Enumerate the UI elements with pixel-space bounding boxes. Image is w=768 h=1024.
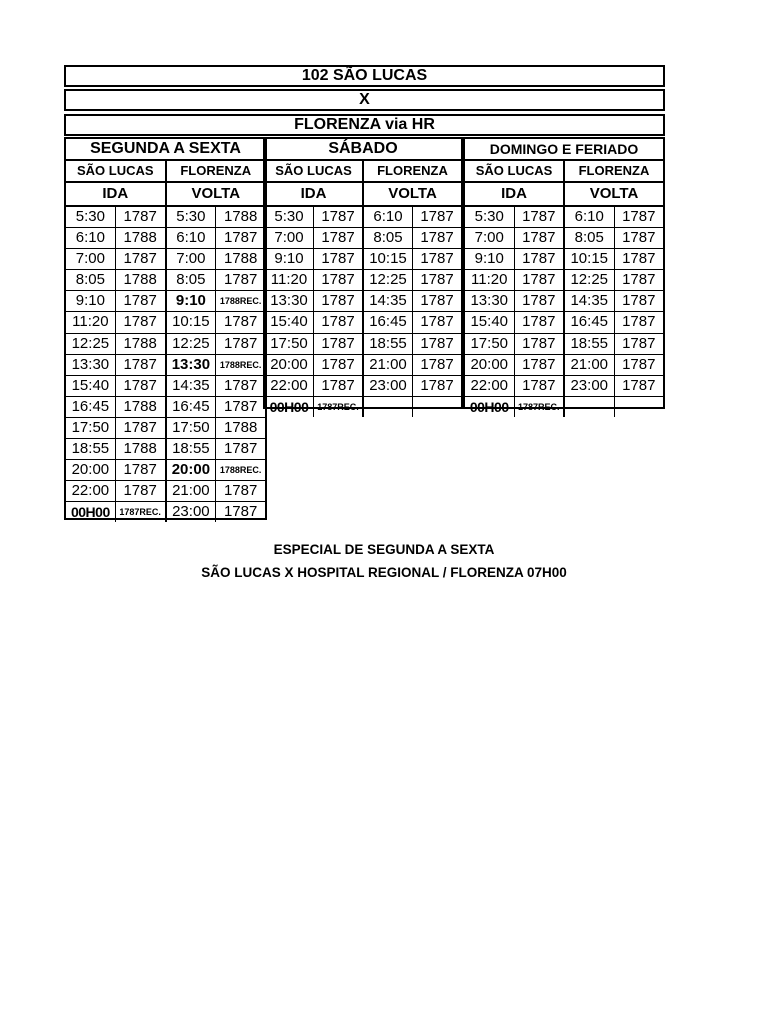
- departure-time: 22:00: [71, 482, 110, 500]
- schedule-row: [465, 207, 563, 227]
- bus-number: [614, 397, 664, 417]
- schedule-row: [364, 311, 461, 332]
- volta-column: [165, 207, 266, 522]
- bus-number: 1787: [115, 355, 165, 375]
- schedule-row: [465, 333, 563, 354]
- bus-number: 1787REC.: [115, 502, 165, 522]
- departure-time: 18:55: [570, 334, 609, 352]
- departure-time: 6:10: [373, 208, 403, 225]
- schedule-row: [465, 354, 563, 375]
- departure-time: 16:45: [172, 397, 210, 415]
- schedule-row: [565, 354, 663, 375]
- bus-number: 1787: [215, 376, 265, 396]
- bus-number: 1787: [514, 228, 564, 248]
- departure-time: 13:30: [71, 355, 110, 373]
- schedule-row: [167, 501, 266, 522]
- schedule-row: [66, 396, 165, 417]
- direction-label: SÃO LUCAS: [275, 163, 352, 178]
- schedule-row: [66, 333, 165, 354]
- bus-number: 1787: [614, 228, 664, 248]
- departure-time: 17:50: [172, 418, 210, 436]
- bus-number: 1787: [614, 270, 664, 290]
- schedule-row: [167, 396, 266, 417]
- schedule-row: [167, 417, 266, 438]
- bus-number: 1788: [115, 228, 165, 248]
- schedule-row: [265, 248, 362, 269]
- departure-time: 11:20: [72, 313, 109, 331]
- bus-number: 1787: [313, 207, 362, 227]
- schedule-row: [167, 354, 266, 375]
- schedule-row: [364, 333, 461, 354]
- departure-time: 5:30: [474, 208, 504, 225]
- departure-time: 18:55: [71, 440, 110, 458]
- schedule-row: [565, 333, 663, 354]
- departure-time: 7:00: [75, 250, 105, 268]
- bus-number: 1787: [514, 312, 564, 332]
- schedule-row: [565, 269, 663, 290]
- bus-number: 1787: [115, 312, 165, 332]
- special-note-title: ESPECIAL DE SEGUNDA A SEXTA: [273, 542, 495, 557]
- schedule-row: [565, 248, 663, 269]
- departure-time: 00H00: [269, 398, 309, 415]
- departure-time: 14:35: [369, 292, 407, 310]
- route-destination: FLORENZA via HR: [64, 114, 665, 136]
- schedule-row: [364, 396, 461, 417]
- bus-number: [412, 397, 461, 417]
- bus-number: 1787: [412, 228, 461, 248]
- schedule-row: [465, 290, 563, 311]
- schedule-row: [265, 396, 362, 417]
- bus-number: 1787: [614, 291, 664, 311]
- sunday-holiday-block: [463, 137, 665, 415]
- departure-time: 15:40: [270, 313, 308, 331]
- bus-number: 1787: [313, 334, 362, 354]
- bus-number: 1787: [412, 207, 461, 227]
- schedule-row: [167, 248, 266, 269]
- schedule-row: [465, 248, 563, 269]
- bus-number: 1787: [412, 355, 461, 375]
- schedule-row: [364, 290, 461, 311]
- departure-time: 16:45: [71, 397, 110, 415]
- bus-number: 1788REC.: [215, 355, 265, 375]
- departure-time: 13:30: [171, 355, 211, 373]
- departure-time: 21:00: [172, 482, 210, 500]
- departure-time: 15:40: [71, 376, 110, 394]
- schedule-row: [565, 207, 663, 227]
- departure-time: 9:10: [474, 250, 504, 268]
- schedule-row: [66, 227, 165, 248]
- schedule-row: [66, 417, 165, 438]
- special-note-route: SÃO LUCAS X HOSPITAL REGIONAL / FLORENZA 07H00: [201, 565, 567, 580]
- departure-time: 12:25: [369, 271, 407, 289]
- bus-number: 1787: [614, 376, 664, 396]
- departure-time: 14:35: [570, 292, 609, 310]
- trip-kind-label: IDA: [501, 185, 527, 202]
- bus-number: 1787: [614, 312, 664, 332]
- bus-number: 1787: [514, 249, 564, 269]
- departure-time: 20:00: [171, 461, 211, 479]
- departure-time: 22:00: [470, 376, 509, 394]
- schedule-row: [565, 375, 663, 396]
- schedule-row: [465, 269, 563, 290]
- bus-number: 1787: [313, 249, 362, 269]
- bus-number: 1787: [215, 228, 265, 248]
- bus-number: 1787: [412, 376, 461, 396]
- ida-column: [465, 207, 563, 417]
- schedule-row: [465, 375, 563, 396]
- departure-time: 9:10: [175, 292, 206, 310]
- bus-number: 1788REC.: [215, 460, 265, 480]
- section-title: DOMINGO E FERIADO: [465, 139, 663, 161]
- volta-column: [563, 207, 663, 417]
- bus-number: 1787: [412, 291, 461, 311]
- bus-number: 1787: [215, 502, 265, 522]
- bus-number: 1788REC.: [215, 291, 265, 311]
- departure-time: 5:30: [75, 208, 105, 225]
- bus-number: 1787: [115, 460, 165, 480]
- departure-time: 23:00: [570, 376, 609, 394]
- route-separator: X: [64, 89, 665, 111]
- bus-number: 1787: [313, 312, 362, 332]
- departure-time: 12:25: [172, 334, 210, 352]
- departure-time: 21:00: [570, 355, 609, 373]
- departure-time: 8:05: [373, 229, 403, 247]
- bus-number: 1787: [514, 291, 564, 311]
- departure-time: 6:10: [176, 229, 206, 247]
- schedule-row: [465, 227, 563, 248]
- departure-time: 8:05: [176, 271, 206, 289]
- route-title: 102 SÃO LUCAS: [64, 65, 665, 87]
- departure-time: 18:55: [369, 334, 407, 352]
- direction-label: FLORENZA: [165, 161, 266, 181]
- schedule-row: [265, 333, 362, 354]
- bus-number: 1788: [115, 270, 165, 290]
- departure-time: 00H00: [469, 398, 509, 415]
- schedule-row: [364, 269, 461, 290]
- trip-kind-label: IDA: [102, 185, 129, 202]
- schedule-row: [66, 248, 165, 269]
- bus-number: 1787REC.: [313, 397, 362, 417]
- bus-number: 1787: [115, 249, 165, 269]
- bus-number: 1787: [115, 418, 165, 438]
- schedule-row: [66, 269, 165, 290]
- schedule-row: [66, 480, 165, 501]
- bus-number: 1787: [115, 207, 165, 227]
- bus-number: 1787: [412, 334, 461, 354]
- schedule-row: [167, 438, 266, 459]
- bus-number: 1787: [313, 376, 362, 396]
- departure-time: 12:25: [71, 334, 110, 352]
- departure-time: 7:00: [176, 250, 206, 268]
- bus-number: 1787: [514, 334, 564, 354]
- schedule-row: [265, 207, 362, 227]
- departure-time: 10:15: [172, 313, 210, 331]
- departure-time: 17:50: [470, 334, 509, 352]
- direction-label: FLORENZA: [362, 161, 461, 181]
- schedule-row: [565, 227, 663, 248]
- bus-number: 1787: [115, 481, 165, 501]
- schedule-row: [364, 375, 461, 396]
- departure-time: 9:10: [274, 250, 304, 268]
- bus-number: 1788: [215, 249, 265, 269]
- bus-number: 1787: [412, 270, 461, 290]
- section-title: SEGUNDA A SEXTA: [66, 139, 265, 161]
- departure-time: 14:35: [172, 376, 210, 394]
- departure-time: 23:00: [172, 503, 210, 521]
- departure-time: 18:55: [172, 440, 210, 458]
- schedule-row: [465, 396, 563, 417]
- schedule-row: [66, 207, 165, 227]
- schedule-row: [364, 248, 461, 269]
- departure-time: 7:00: [274, 229, 304, 247]
- departure-time: 5:30: [274, 208, 304, 225]
- bus-number: 1787: [313, 228, 362, 248]
- trip-kind-label: IDA: [300, 185, 327, 202]
- direction-label: SÃO LUCAS: [475, 163, 553, 178]
- schedule-row: [167, 375, 266, 396]
- bus-number: 1787: [215, 270, 265, 290]
- departure-time: 17:50: [270, 334, 308, 352]
- departure-time: 8:05: [75, 271, 105, 289]
- weekday-block: [64, 137, 267, 520]
- bus-number: 1787: [215, 334, 265, 354]
- bus-number: 1787: [514, 355, 564, 375]
- schedule-row: [364, 207, 461, 227]
- bus-number: 1787: [313, 291, 362, 311]
- bus-number: 1787: [614, 355, 664, 375]
- schedule-row: [167, 311, 266, 332]
- schedule-row: [167, 227, 266, 248]
- departure-time: 7:00: [474, 229, 504, 247]
- schedule-row: [265, 311, 362, 332]
- bus-number: 1787: [215, 481, 265, 501]
- departure-time: 9:10: [75, 292, 105, 310]
- schedule-row: [265, 290, 362, 311]
- direction-label: FLORENZA: [563, 161, 663, 181]
- schedule-row: [265, 227, 362, 248]
- direction-label: SÃO LUCAS: [76, 163, 154, 178]
- schedule-row: [66, 501, 165, 522]
- bus-number: 1787: [514, 376, 564, 396]
- departure-time: 00H00: [70, 504, 110, 521]
- departure-time: 11:20: [471, 271, 508, 289]
- departure-time: 13:30: [270, 292, 308, 310]
- departure-time: 10:15: [570, 250, 609, 268]
- trip-kind-label: VOLTA: [563, 183, 663, 205]
- departure-time: 11:20: [270, 271, 308, 289]
- schedule-row: [66, 459, 165, 480]
- schedule-row: [167, 269, 266, 290]
- section-title: SÁBADO: [265, 139, 461, 161]
- departure-time: [565, 397, 614, 417]
- bus-number: 1787: [412, 312, 461, 332]
- bus-number: 1787: [514, 270, 564, 290]
- bus-number: 1787: [215, 439, 265, 459]
- bus-number: 1787: [614, 207, 664, 227]
- bus-number: 1787REC.: [514, 397, 564, 417]
- schedule-row: [465, 311, 563, 332]
- bus-number: 1787: [115, 291, 165, 311]
- departure-time: 6:10: [75, 229, 105, 247]
- bus-number: 1787: [313, 270, 362, 290]
- departure-time: [364, 397, 412, 417]
- departure-time: 20:00: [71, 461, 110, 479]
- ida-column: [265, 207, 362, 417]
- departure-time: 20:00: [270, 355, 308, 373]
- schedule-row: [565, 290, 663, 311]
- bus-number: 1787: [412, 249, 461, 269]
- bus-number: 1787: [313, 355, 362, 375]
- schedule-row: [265, 375, 362, 396]
- bus-number: 1787: [514, 207, 564, 227]
- departure-time: 8:05: [574, 229, 604, 247]
- departure-time: 21:00: [369, 355, 407, 373]
- departure-time: 17:50: [71, 418, 110, 436]
- bus-number: 1788: [115, 397, 165, 417]
- departure-time: 13:30: [470, 292, 509, 310]
- schedule-row: [265, 269, 362, 290]
- schedule-row: [66, 311, 165, 332]
- departure-time: 23:00: [369, 376, 407, 394]
- schedule-row: [565, 311, 663, 332]
- departure-time: 16:45: [570, 313, 609, 331]
- volta-column: [362, 207, 461, 417]
- bus-number: 1788: [215, 207, 265, 227]
- schedule-row: [265, 354, 362, 375]
- trip-kind-label: VOLTA: [165, 183, 266, 205]
- schedule-row: [364, 354, 461, 375]
- ida-column: [66, 207, 165, 522]
- departure-time: 20:00: [470, 355, 509, 373]
- departure-time: 10:15: [369, 250, 407, 268]
- schedule-row: [364, 227, 461, 248]
- schedule-row: [565, 396, 663, 417]
- schedule-row: [167, 459, 266, 480]
- schedule-row: [66, 290, 165, 311]
- schedule-row: [167, 480, 266, 501]
- departure-time: 12:25: [570, 271, 609, 289]
- departure-time: 22:00: [270, 376, 308, 394]
- bus-number: 1788: [215, 418, 265, 438]
- schedule-row: [66, 354, 165, 375]
- bus-number: 1787: [614, 249, 664, 269]
- bus-number: 1787: [215, 397, 265, 417]
- departure-time: 5:30: [176, 208, 206, 225]
- departure-time: 16:45: [369, 313, 407, 331]
- saturday-block: [263, 137, 463, 415]
- schedule-row: [66, 438, 165, 459]
- bus-number: 1788: [115, 439, 165, 459]
- departure-time: 6:10: [574, 208, 604, 225]
- bus-number: 1787: [215, 312, 265, 332]
- schedule-row: [167, 207, 266, 227]
- bus-number: 1788: [115, 334, 165, 354]
- trip-kind-label: VOLTA: [362, 183, 461, 205]
- bus-number: 1787: [614, 334, 664, 354]
- schedule-row: [167, 290, 266, 311]
- schedule-row: [167, 333, 266, 354]
- schedule-row: [66, 375, 165, 396]
- departure-time: 15:40: [470, 313, 509, 331]
- bus-number: 1787: [115, 376, 165, 396]
